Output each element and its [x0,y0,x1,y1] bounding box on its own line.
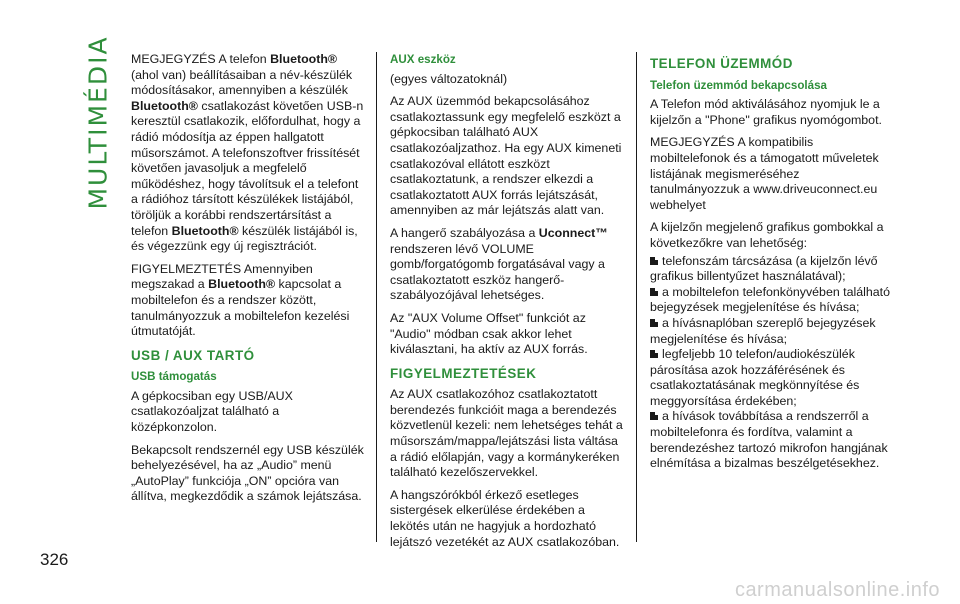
warnings-paragraph-2: A hangszórókból érkező esetleges sistergések elkerülése érdekében a lekötés után ne hagyjuk a hordozható lejátszó vezetékét az AUX csatlakozóban. [390,487,620,549]
phone-mode-subheading: Telefon üzemmód bekapcsolása [650,78,827,92]
column-divider-1 [376,52,377,542]
bullet-icon [650,288,658,296]
side-section-title: MULTIMÉDIA [83,34,113,210]
column-divider-2 [636,52,637,542]
aux-paragraph-4: Az "AUX Volume Offset" funkciót az "Audio" módban csak akkor lehet kiválasztani, ha aktív az AUX forrás. [390,310,588,357]
bullet-icon [650,257,658,265]
bullet-icon [650,350,658,358]
list-item: legfeljebb 10 telefon/audiokészülék párosítása azok hozzáférésének és csatlakoztatásának megkönnyítése és meggyorsítása érdekében; [650,347,860,408]
column-1 [131,52,367,512]
list-item: telefonszám tárcsázása (a kijelzőn lévő grafikus billentyűzet használatával); [650,253,878,284]
usb-paragraph-2: Bekapcsolt rendszernél egy USB készülék behelyezésével, ha az „Audio” menü „AutoPlay” funkciója „ON” opcióra van állítva, megkezdődik a számok lejátszása. [131,442,364,504]
aux-paragraph-1: (egyes változatoknál) [390,71,508,86]
aux-paragraph-2: Az AUX üzemmód bekapcsolásához csatlakoztassunk egy megfelelő eszközt a gépkocsiban található AUX csatlakozóaljzathoz. Ha egy AUX kimeneti csatlakozóval ellátott eszközt csatlakoztatunk, a rendszer elkezdi a csatlakoztatott AUX forrás lejátszását, amennyiben az már lejátszás alatt van. [390,94,622,218]
bullet-icon [650,412,658,420]
list-item: a hívások továbbítása a rendszerről a mobiltelefonra és fordítva, valamint a berendezéshez tartozó mikrofon hangjának elnémítása a bizalmas beszélgetésekhez. [650,409,888,471]
list-item: a mobiltelefon telefonkönyvében található bejegyzések megjelenítése és hívása; [650,284,891,315]
bullet-icon [650,319,658,327]
warnings-paragraph-1: Az AUX csatlakozóhoz csatlakoztatott berendezés funkcióit maga a berendezés közvetlenül kezeli: nem lehetséges tehát a műsorszám/mappa/lejátszási lista váltása a rádió előlapján, vagy a kormánykeréken található kezelőszervekkel. [390,387,623,480]
page-number: 326 [40,550,69,569]
warnings-heading: FIGYELMEZTETÉSEK [390,365,537,381]
usb-aux-heading: USB / AUX TARTÓ [131,347,255,363]
column-2 [390,52,626,557]
list-item: a hívásnaplóban szereplő bejegyzések megjelenítése és hívása; [650,315,876,346]
phone-paragraph-2: MEGJEGYZÉS A kompatibilis mobiltelefonok és a támogatott műveletek listájának megismeréséhez tanulmányozzuk a www.driveuconnect.eu webhelyet [650,135,879,212]
phone-paragraph-3: A kijelzőn megjelenő grafikus gombokkal a következőkre van lehetőség: [650,220,884,250]
column-3 [650,52,890,472]
aux-device-subheading: AUX eszköz [390,53,456,66]
watermark: carmanualsonline.info [734,579,940,601]
phone-paragraph-1: A Telefon mód aktiválásához nyomjuk le a kijelzőn a "Phone" grafikus nyomógombot. [650,97,882,127]
aux-paragraph-3: A hangerő szabályozása a Uconnect™ rendszeren lévő VOLUME gomb/forgatógomb forgatásával vagy a csatlakoztatott eszköz hangerő-szabályozójával lehetséges. [390,225,608,303]
bluetooth-note: MEGJEGYZÉS A telefon Bluetooth® (ahol van) beállításaiban a név-készülék módosításakor, amennyiben a készülék Bluetooth® csatlakozást követően USB-n keresztül csatlakozik, előfordulhat, hogy a rádió módosítja az éppen hallgatott műsorszámot. A telefonszoftver frissítését követően javasoljuk a megfelelő működéshez, hogy távolítsuk el a telefont a rádióhoz társított készülékek listájából, töröljük a korábbi rendszertársítást a telefon Bluetooth® készülék listájából is, és végezzünk egy új regisztrációt. [131,52,364,254]
usb-paragraph-1: A gépkocsiban egy USB/AUX csatlakozóaljzat található a középkonzolon. [131,388,293,435]
usb-support-subheading: USB támogatás [131,370,217,384]
phone-mode-heading: TELEFON ÜZEMMÓD [650,56,793,71]
bluetooth-warning: FIGYELMEZTETÉS Amennyiben megszakad a Bluetooth® kapcsolat a mobiltelefon és a rendszer között, tanulmányozzuk a mobiltelefon kezelési útmutatóját. [131,261,350,339]
